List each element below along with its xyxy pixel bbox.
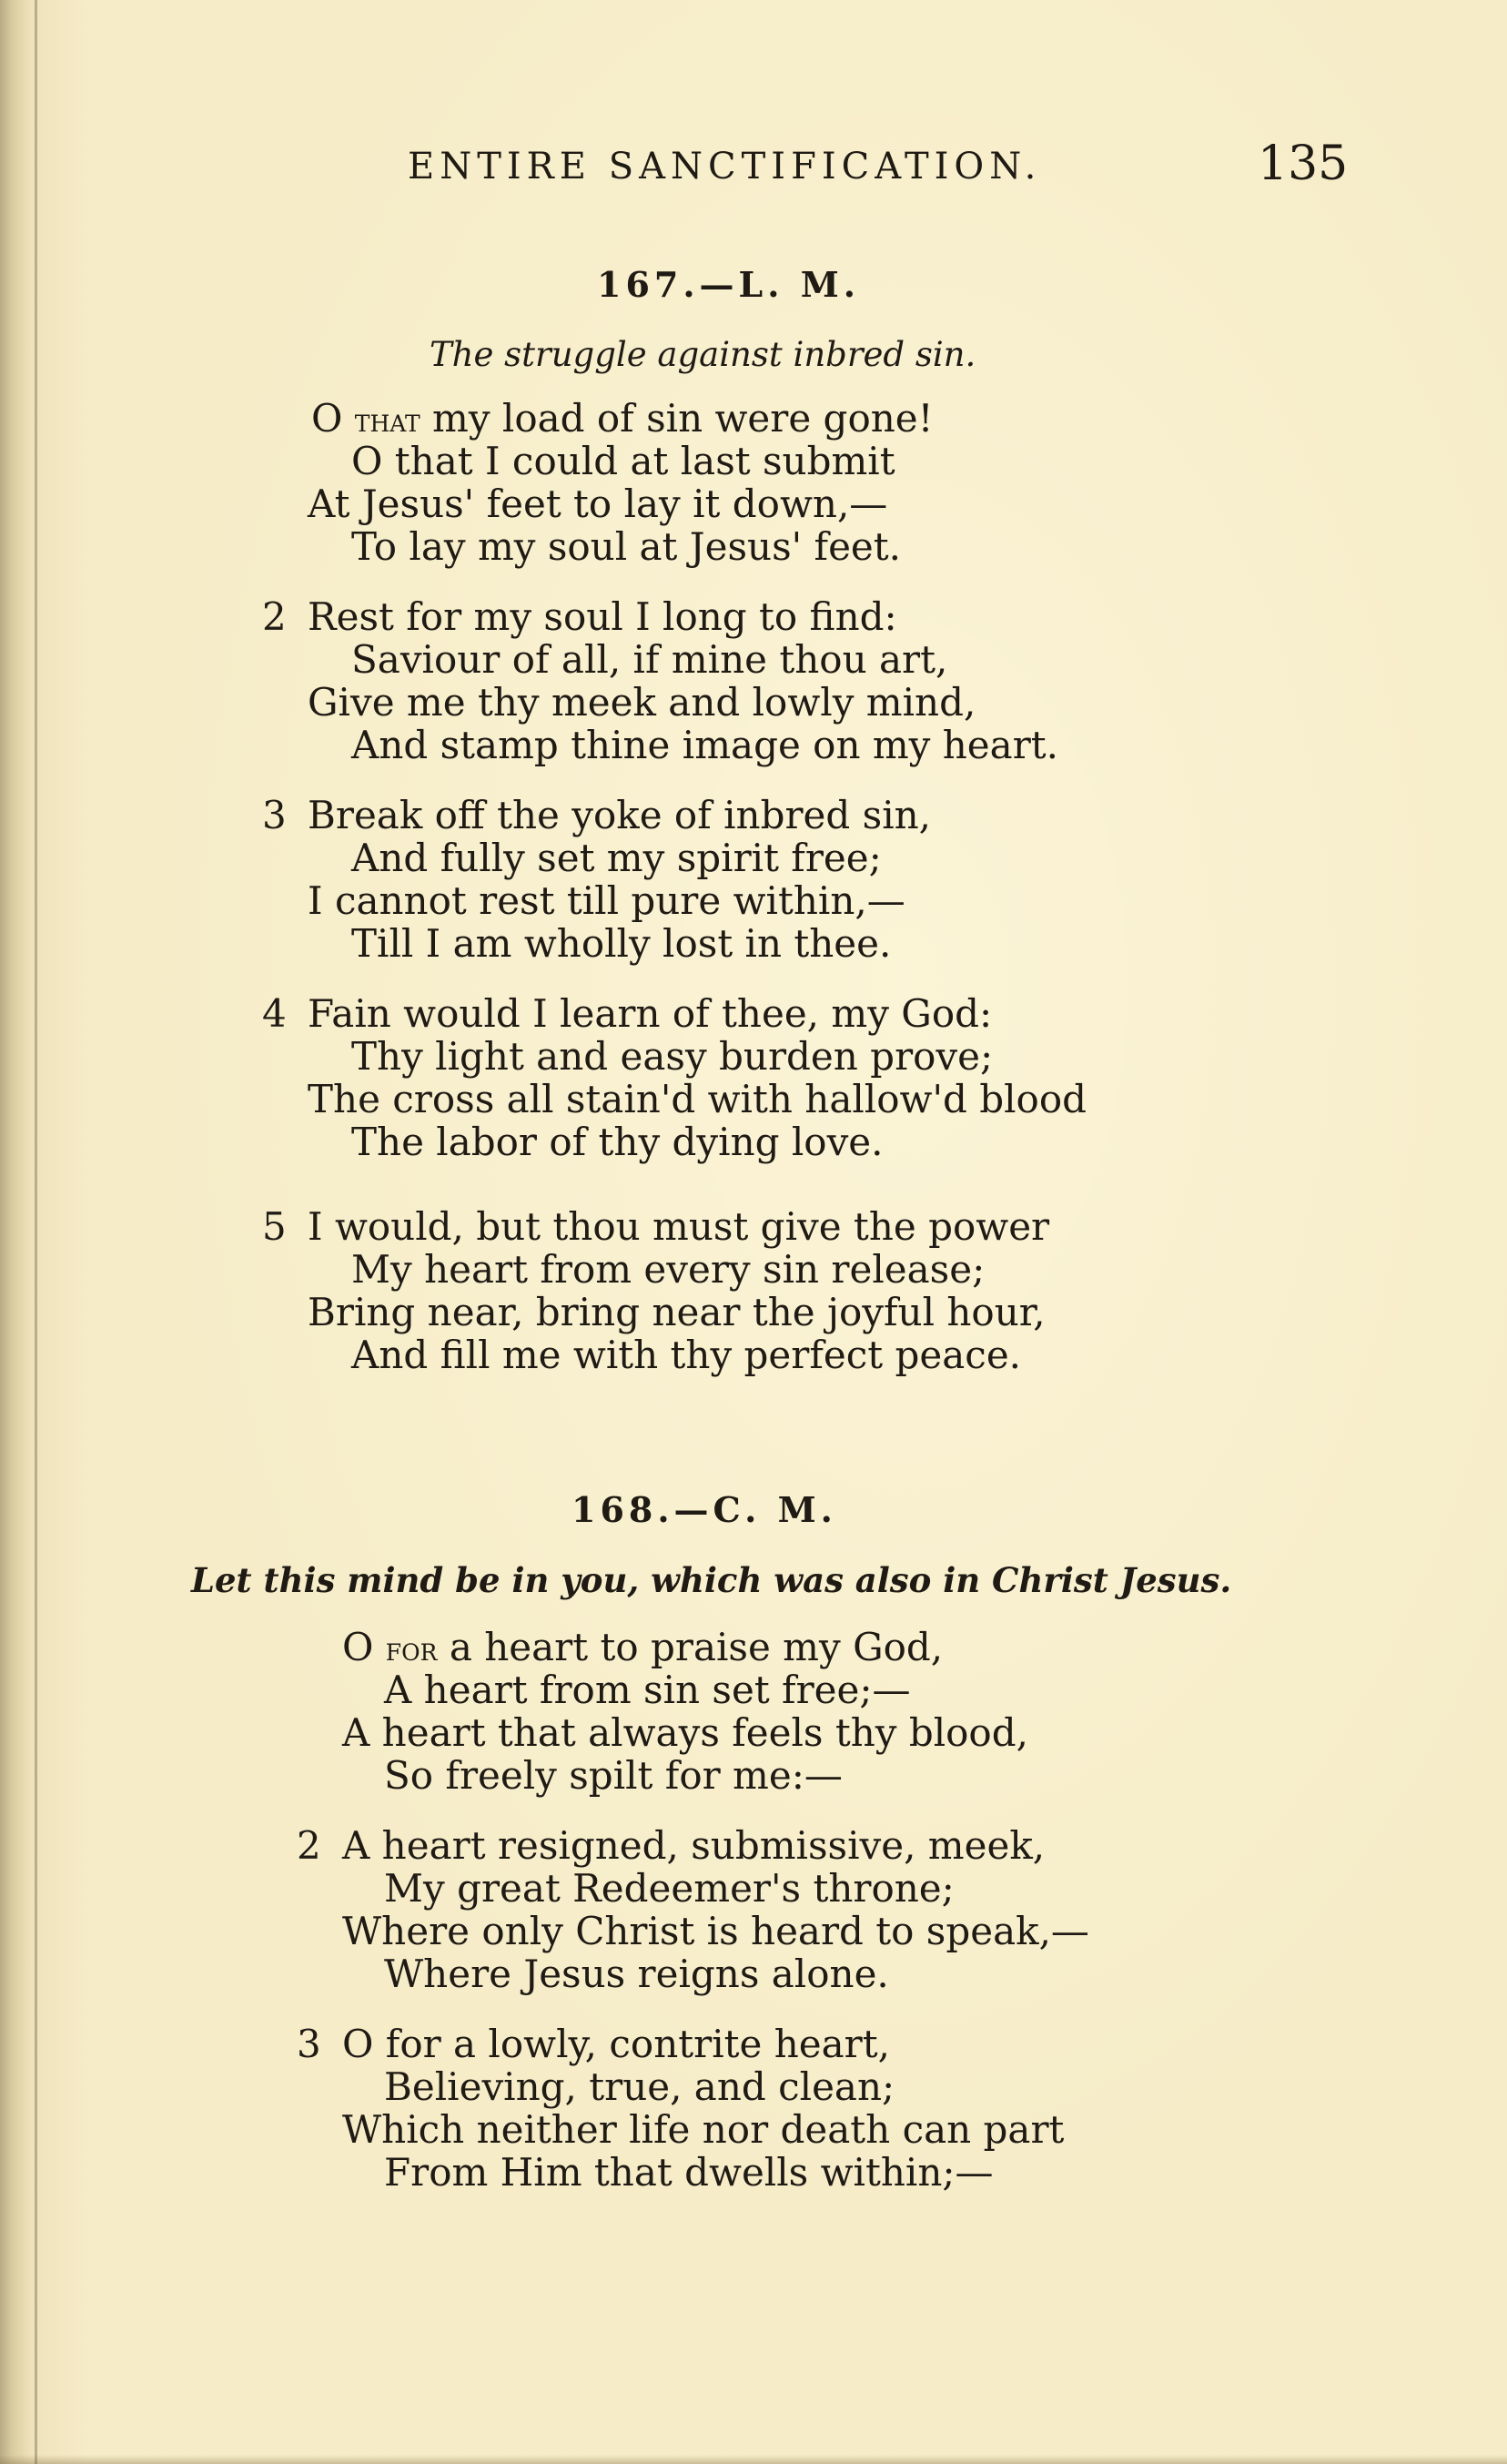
stanza-line-text: Break off the yoke of inbred sin,	[308, 793, 932, 837]
stanza-number: 3	[262, 793, 287, 837]
stanza-line-text: O for a lowly, contrite heart,	[342, 2022, 890, 2066]
page-number: 135	[1258, 137, 1349, 191]
stanza-number: 3	[297, 2022, 321, 2066]
stanza-first-word-smallcaps: that	[354, 402, 420, 440]
stanza-line-text: a heart to praise my God,	[449, 1625, 944, 1669]
hymn-168-heading: 168.—C. M.	[571, 1489, 837, 1530]
page-binding-edge	[0, 0, 31, 2464]
stanza-line-text: Rest for my soul I long to find:	[308, 594, 897, 639]
running-head: ENTIRE SANCTIFICATION.	[408, 146, 1042, 188]
stanza-first-letter: O	[311, 396, 343, 441]
stanza-number: 4	[262, 991, 287, 1036]
book-page: ENTIRE SANCTIFICATION. 135 167.—L. M. The struggle against inbred sin. O that my load of sin were gone! O that I could at last submit At Jesus' feet to lay it down,— To lay my soul at Jesus' feet. 2 Rest for my soul I long to find: Saviour of all, if mine thou art, Give me thy meek and lowly mind, And stamp thine image on my heart. 3 Break off the yoke of inbred sin, And fully set my spirit free; I cannot rest till pure within,— Till I am wholly lost in thee. 4 Fain would I learn of thee, my God: Thy light and easy burden prove; The cross all stain'd with hallow'd blood The labor of thy dying love. 5 I would, but thou must give the power My heart from every sin release; Bring near, bring near the joyful hour, And fill me with thy perfect peace. 168.—C. M. Let this mind be in you, which was also in Christ Jesus. O for a heart to praise my God, A heart from sin set free;— A heart that always feels thy blood, So freely spilt for me:— 2 A heart resigned, submissive, meek, My great Redeemer's throne; Where only Christ is heard to speak,— Where Jesus reigns alone. 3 O for a lowly, contrite heart, Believing, true, and clean; Which neither life nor death can part From Him that dwells within;—	[0, 0, 1507, 2464]
stanza-number: 2	[297, 1823, 321, 1868]
stanza-line-text: my load of sin were gone!	[432, 396, 934, 441]
binding-gutter-line	[35, 0, 37, 2464]
stanza-line-text: A heart resigned, submissive, meek,	[342, 1823, 1046, 1868]
stanza-number: 5	[262, 1204, 287, 1249]
hymn-168-subtitle: Let this mind be in you, which was also in Christ Jesus.	[191, 1560, 1232, 1600]
hymn-167-subtitle: The struggle against inbred sin.	[430, 335, 976, 374]
stanza-number: 2	[262, 594, 287, 639]
page-bottom-edge	[0, 2455, 1507, 2464]
hymn-167-heading: 167.—L. M.	[597, 264, 861, 305]
stanza-first-word-smallcaps: for	[385, 1631, 438, 1668]
stanza-line-text: I would, but thou must give the power	[308, 1204, 1050, 1249]
stanza-first-letter: O	[342, 1625, 374, 1669]
stanza-line-text: Fain would I learn of thee, my God:	[308, 991, 993, 1036]
